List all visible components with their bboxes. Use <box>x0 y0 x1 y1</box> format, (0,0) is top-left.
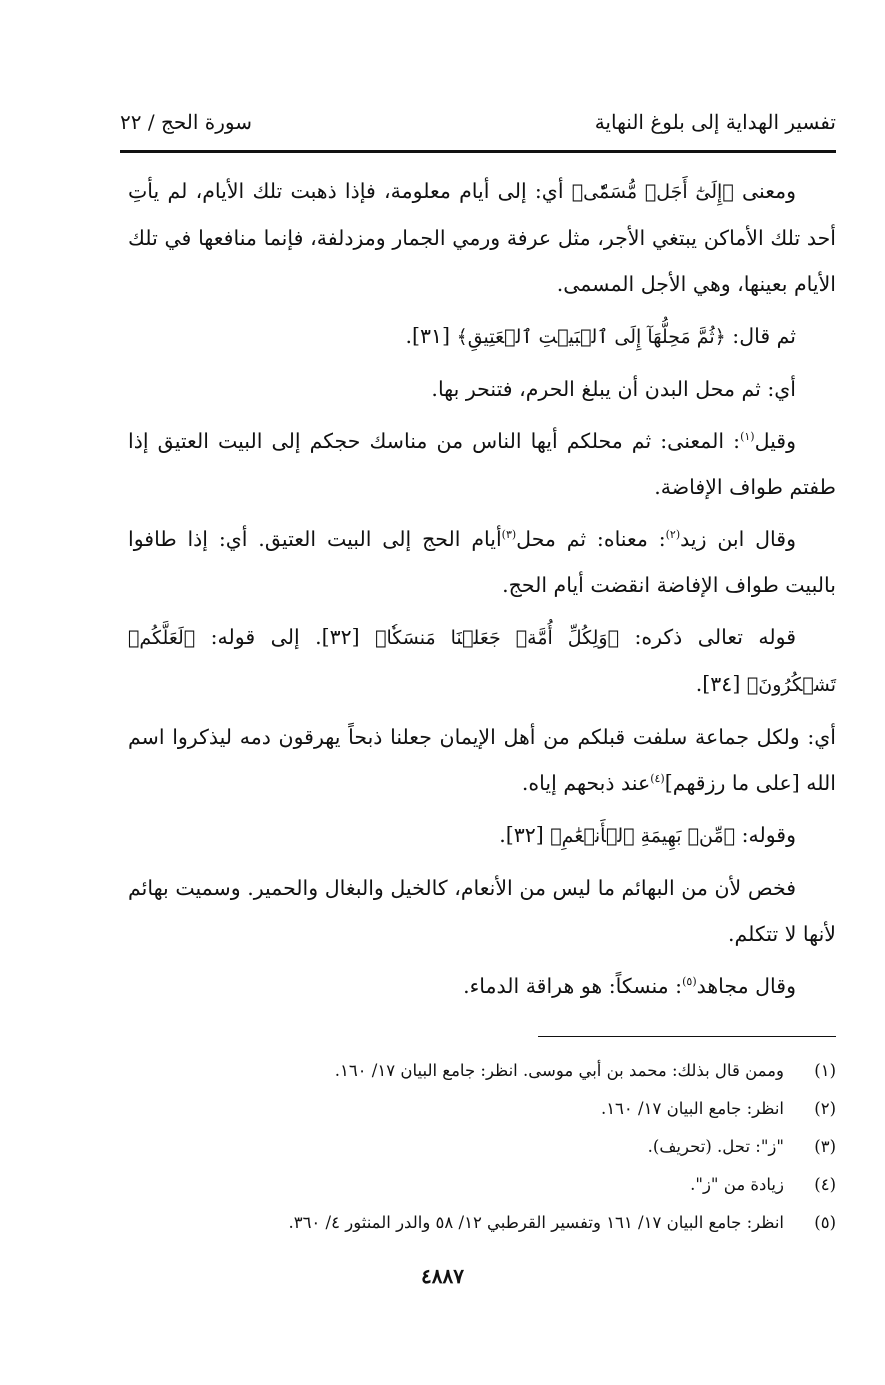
running-header <box>120 110 836 150</box>
text-span: [٣٢]. إلى قوله: <box>195 625 376 649</box>
quran-verse: ﴿وَلِكُلِّ أُمَّةٖ جَعَلۡنَا مَنسَكٗا﴾ <box>375 627 619 649</box>
footnote-text: انظر: جامع البيان ١٧/ ١٦١ وتفسير القرطبي ١٢/ ٥٨ والدر المنثور ٤/ ٣٦٠. <box>288 1213 784 1232</box>
footnote-rule <box>538 1036 836 1037</box>
main-text <box>128 168 836 1015</box>
paragraph-6 <box>128 614 836 708</box>
text-span: وقوله: <box>735 823 796 847</box>
footnote-ref[interactable]: (١) <box>740 430 755 444</box>
text-span: وقال ابن زيد <box>680 527 796 551</box>
footnote-2 <box>180 1090 836 1128</box>
footnotes <box>180 1052 836 1242</box>
quran-verse: ﴿مِّنۢ بَهِيمَةِ ٱلۡأَنۡعَٰمِ﴾ <box>550 825 736 847</box>
surah-label: سورة الحج / ٢٢ <box>120 110 252 134</box>
footnote-5 <box>180 1204 836 1242</box>
page-number: ٤٨٨٧ <box>421 1264 464 1288</box>
footnote-number: (٢) <box>814 1099 836 1118</box>
footnote-ref[interactable]: (٤) <box>650 772 665 786</box>
text-span: : المعنى: ثم محلكم أيها الناس من مناسك حجكم إلى البيت العتيق إذا طفتم طواف الإفاضة. <box>128 429 836 499</box>
text-span: أي: ولكل جماعة سلفت قبلكم من أهل الإيمان جعلنا ذبحاً يهرقون دمه ليذكروا اسم الله [على ما رزقهم] <box>128 725 836 795</box>
paragraph-5 <box>128 516 836 608</box>
footnote-number: (٣) <box>814 1137 836 1156</box>
footnote-1 <box>180 1052 836 1090</box>
paragraph-10 <box>128 963 836 1009</box>
footnote-4 <box>180 1166 836 1204</box>
paragraph-1 <box>128 168 836 307</box>
footnote-ref[interactable]: (٢) <box>665 528 681 542</box>
footnote-number: (٤) <box>814 1175 836 1194</box>
text-span: أي: إلى أيام معلومة، فإذا ذهبت تلك الأيام، لم يأتِ أحد تلك الأماكن يبتغي الأجر، مثل عرفة ورمي الجمار ومزدلفة، فإنما منافعها في تلك الأيام بعينها، وهي الأجل المسمى. <box>128 179 836 296</box>
text-span: [٣٢]. <box>499 823 551 847</box>
footnote-text: "ز": تحل. (تحريف). <box>647 1137 784 1156</box>
text-span: ثم قال: <box>725 324 796 348</box>
footnote-ref[interactable]: (٥) <box>682 975 697 989</box>
quran-verse: ﴿لَعَلَّكُمۡ تَشۡكُرُونَ﴾ <box>128 627 836 696</box>
text-span: : منسكاً: هو هراقة الدماء. <box>463 974 683 998</box>
paragraph-4 <box>128 418 836 510</box>
text-span: [٣٤]. <box>695 672 747 696</box>
footnote-text: انظر: جامع البيان ١٧/ ١٦٠. <box>600 1099 784 1118</box>
footnote-ref[interactable]: (٣) <box>501 528 517 542</box>
text-span: قوله تعالى ذكره: <box>619 625 796 649</box>
paragraph-3 <box>128 366 836 412</box>
text-span: [٣١]. <box>405 324 457 348</box>
footnote-number: (١) <box>814 1061 836 1080</box>
text-span: عند ذبحهم إياه. <box>521 771 651 795</box>
book-title: تفسير الهداية إلى بلوغ النهاية <box>594 110 836 134</box>
text-span: : معناه: ثم محل <box>516 527 666 551</box>
paragraph-9 <box>128 865 836 957</box>
paragraph-2 <box>128 313 836 360</box>
quran-verse: ﴿إِلَىٰٓ أَجَلٖ مُّسَمّٗى﴾ <box>571 181 734 203</box>
paragraph-7 <box>128 714 836 806</box>
footnote-number: (٥) <box>814 1213 836 1232</box>
paragraph-8 <box>128 812 836 859</box>
header-rule <box>120 150 836 153</box>
quran-verse: ﴿ثُمَّ مَحِلُّهَآ إِلَى ٱلۡبَيۡتِ ٱلۡعَتِيقِ﴾ <box>456 326 726 348</box>
text-span: أيام الحج إلى البيت العتيق. أي: إذا طافوا بالبيت طواف الإفاضة انقضت أيام الحج. <box>128 527 836 597</box>
footnote-text: زيادة من "ز". <box>690 1175 784 1194</box>
footnote-text: وممن قال بذلك: محمد بن أبي موسى. انظر: جامع البيان ١٧/ ١٦٠. <box>334 1061 784 1080</box>
text-span: وقيل <box>754 429 796 453</box>
text-span: فخص لأن من البهائم ما ليس من الأنعام، كالخيل والبغال والحمير. وسميت بهائم لأنها لا تتكلم. <box>128 876 836 946</box>
text-span: ومعنى <box>733 179 796 203</box>
text-span: وقال مجاهد <box>696 974 796 998</box>
text-span: أي: ثم محل البدن أن يبلغ الحرم، فتنحر بها. <box>431 377 796 401</box>
footnote-3 <box>180 1128 836 1166</box>
